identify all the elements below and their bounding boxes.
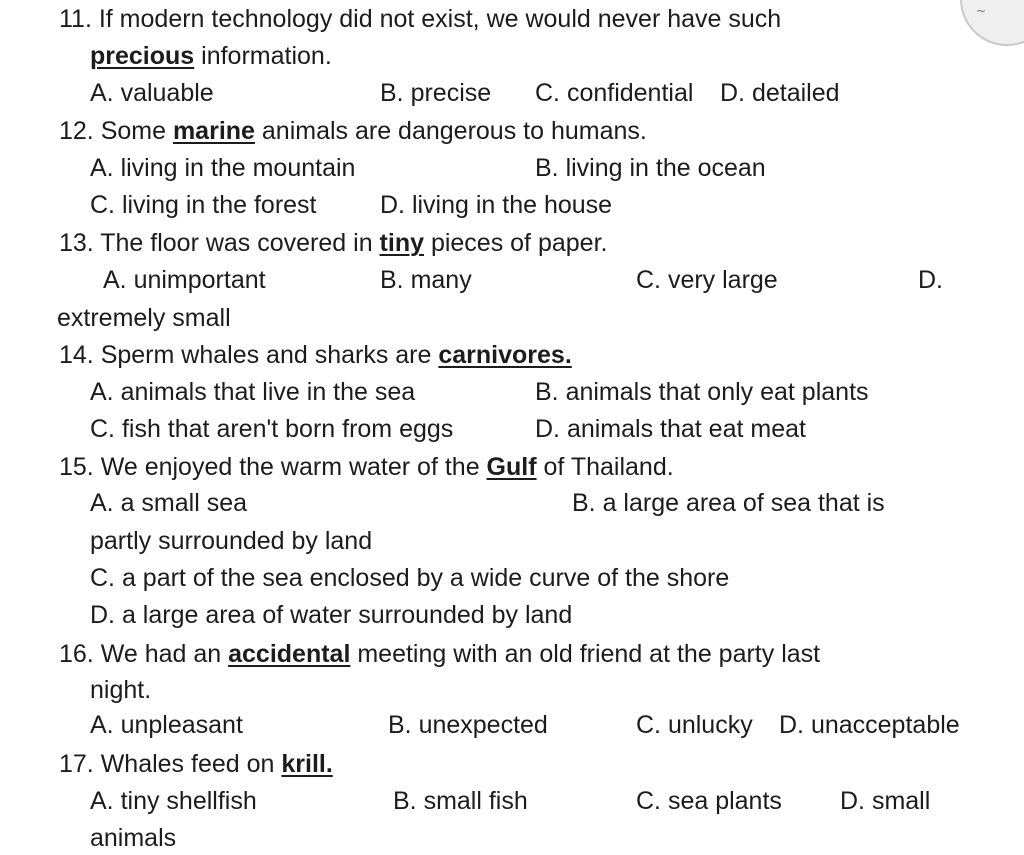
scribble-mark: ~ — [976, 4, 987, 18]
q12-option-d: D. living in the house — [380, 191, 613, 219]
q16-keyword: accidental — [228, 640, 351, 668]
q15-stem — [59, 452, 674, 482]
q14-option-d: D. animals that eat meat — [535, 415, 806, 443]
q11-option-a: A. valuable — [90, 79, 214, 107]
q14-option-c: C. fish that aren't born from eggs — [90, 415, 454, 443]
q11-stem — [59, 4, 781, 34]
corner-scribble — [960, 0, 1024, 46]
q16-pre: 16. We had an — [59, 640, 229, 668]
q11-stem-cont — [90, 41, 332, 71]
q16-stem — [59, 639, 820, 669]
q13-option-a: A. unimportant — [103, 266, 266, 294]
q12-keyword: marine — [172, 117, 255, 145]
q14-option-b: B. animals that only eat plants — [535, 378, 869, 406]
q13-option-d: D. — [918, 266, 943, 294]
q14-stem — [59, 340, 572, 370]
q14-option-a: A. animals that live in the sea — [90, 378, 416, 406]
q15-post: of Thailand. — [536, 453, 674, 481]
q16-option-a: A. unpleasant — [90, 711, 243, 739]
q15-option-c: C. a part of the sea enclosed by a wide curve of the shore — [90, 564, 730, 592]
q13-option-c: C. very large — [636, 266, 778, 294]
q14-pre: 14. Sperm whales and sharks are — [59, 341, 439, 369]
q17-option-d: D. small — [840, 787, 931, 815]
q11-tail: information. — [201, 42, 332, 70]
q12-option-a: A. living in the mountain — [90, 154, 356, 182]
q16-option-c: C. unlucky — [636, 711, 753, 739]
q16-option-d: D. unacceptable — [779, 711, 960, 739]
q11-text: 11. If modern technology did not exist, we would never have such — [59, 5, 782, 33]
q11-option-d: D. detailed — [720, 79, 840, 107]
q12-option-c: C. living in the forest — [90, 191, 317, 219]
q17-option-d-cont: animals — [90, 824, 177, 852]
q17-pre: 17. Whales feed on — [59, 750, 282, 778]
q16-option-b: B. unexpected — [388, 711, 548, 739]
q15-option-d: D. a large area of water surrounded by land — [90, 601, 573, 629]
q12-post: animals are dangerous to humans. — [254, 117, 647, 145]
q12-option-b: B. living in the ocean — [535, 154, 766, 182]
q13-option-b: B. many — [380, 266, 472, 294]
q13-post: pieces of paper. — [424, 229, 608, 257]
q12-pre: 12. Some — [59, 117, 173, 145]
q11-keyword: precious — [90, 42, 195, 70]
q16-stem-cont: night. — [90, 676, 152, 704]
q15-option-a: A. a small sea — [90, 489, 248, 517]
q17-option-a: A. tiny shellfish — [90, 787, 257, 815]
q17-option-b: B. small fish — [393, 787, 528, 815]
q13-option-d-cont: extremely small — [57, 304, 231, 332]
q13-stem — [59, 228, 607, 258]
q13-pre: 13. The floor was covered in — [59, 229, 380, 257]
q11-option-b: B. precise — [380, 79, 492, 107]
q12-stem — [59, 116, 647, 146]
q15-option-b: B. a large area of sea that is — [572, 489, 885, 517]
q13-keyword: tiny — [379, 229, 424, 257]
q14-keyword: carnivores. — [438, 341, 572, 369]
q17-stem — [59, 749, 333, 779]
q15-pre: 15. We enjoyed the warm water of the — [59, 453, 487, 481]
q15-option-b-cont: partly surrounded by land — [90, 527, 373, 555]
q17-option-c: C. sea plants — [636, 787, 782, 815]
q17-keyword: krill. — [281, 750, 333, 778]
q16-post: meeting with an old friend at the party last — [350, 640, 821, 668]
q11-option-c: C. confidential — [535, 79, 694, 107]
q15-keyword: Gulf — [486, 453, 537, 481]
